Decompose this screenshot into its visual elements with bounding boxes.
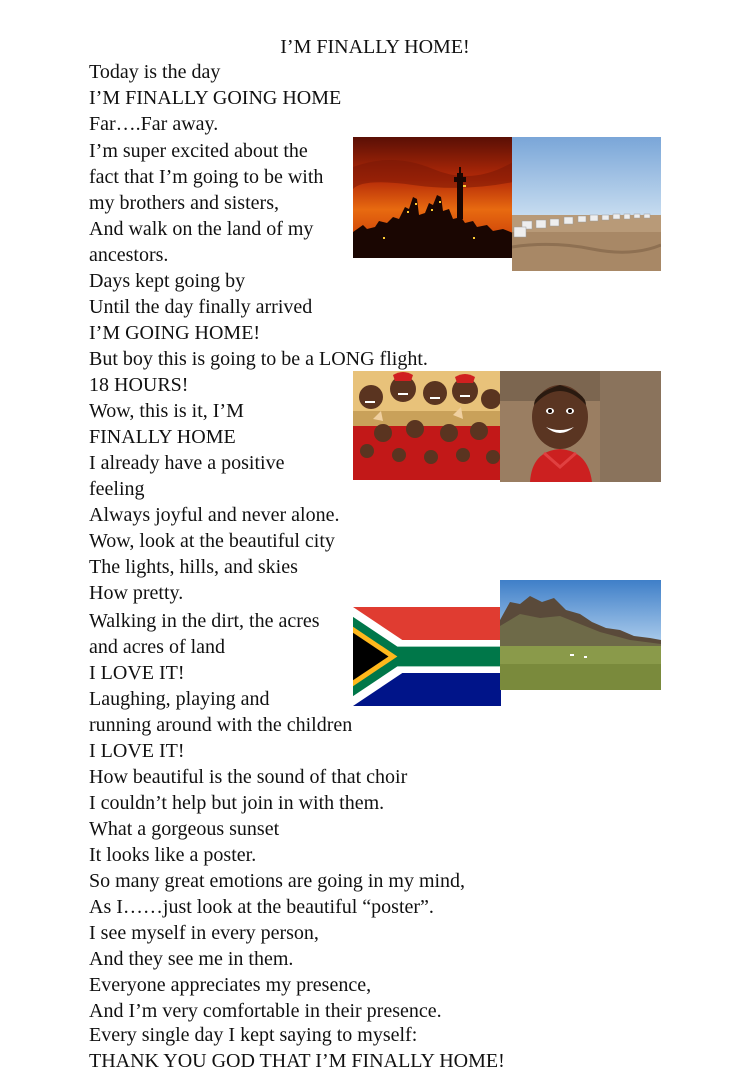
poem-line: fact that I’m going to be with	[89, 166, 324, 188]
poem-line: Until the day finally arrived	[89, 296, 313, 318]
poem-line: But boy this is going to be a LONG flight.	[89, 348, 428, 370]
smiling-crowd-photo	[353, 371, 501, 480]
city-sunset-skyline-photo	[353, 137, 513, 258]
poem-line: ancestors.	[89, 244, 169, 266]
poem-line: I already have a positive	[89, 452, 285, 474]
poem-line: I LOVE IT!	[89, 740, 185, 762]
poem-line: How beautiful is the sound of that choir	[89, 766, 408, 788]
poem-line: And they see me in them.	[89, 948, 294, 970]
poem-line: Wow, this is it, I’M	[89, 400, 244, 422]
poem-line: Today is the day	[89, 61, 221, 83]
poem-line: I see myself in every person,	[89, 922, 319, 944]
poem-line: So many great emotions are going in my mind,	[89, 870, 466, 892]
poem-line: I’M FINALLY GOING HOME	[89, 87, 342, 109]
poem-line: and acres of land	[89, 636, 226, 658]
poem-line: The lights, hills, and skies	[89, 556, 298, 578]
poem-title: I’M FINALLY HOME!	[280, 36, 470, 58]
poem-line: Days kept going by	[89, 270, 246, 292]
township-houses-photo	[512, 137, 661, 271]
poem-line: running around with the children	[89, 714, 353, 736]
south-african-flag-image	[353, 607, 501, 706]
poem-line: Laughing, playing and	[89, 688, 270, 710]
poem-line: I’m super excited about the	[89, 140, 308, 162]
poem-line: It looks like a poster.	[89, 844, 257, 866]
poem-line: 18 HOURS!	[89, 374, 189, 396]
poem-line: Every single day I kept saying to myself:	[89, 1024, 418, 1046]
poem-line: And I’m very comfortable in their presence.	[89, 1000, 442, 1022]
poem-line: feeling	[89, 478, 145, 500]
poem-line: I’M GOING HOME!	[89, 322, 261, 344]
poem-line: I couldn’t help but join in with them.	[89, 792, 385, 814]
mountain-landscape-photo	[500, 580, 661, 690]
poem-line: my brothers and sisters,	[89, 192, 279, 214]
smiling-child-photo	[500, 371, 661, 482]
poem-line: How pretty.	[89, 582, 184, 604]
poem-line: What a gorgeous sunset	[89, 818, 280, 840]
poem-line: As I……just look at the beautiful “poster”.	[89, 896, 434, 918]
poem-line: Everyone appreciates my presence,	[89, 974, 372, 996]
poem-line: And walk on the land of my	[89, 218, 314, 240]
poem-line: Wow, look at the beautiful city	[89, 530, 335, 552]
poem-line: I LOVE IT!	[89, 662, 185, 684]
poem-line: FINALLY HOME	[89, 426, 236, 448]
poem-line: Far….Far away.	[89, 113, 219, 135]
poem-line: Always joyful and never alone.	[89, 504, 340, 526]
poem-line: Walking in the dirt, the acres	[89, 610, 320, 632]
poem-line: THANK YOU GOD THAT I’M FINALLY HOME!	[89, 1050, 505, 1072]
